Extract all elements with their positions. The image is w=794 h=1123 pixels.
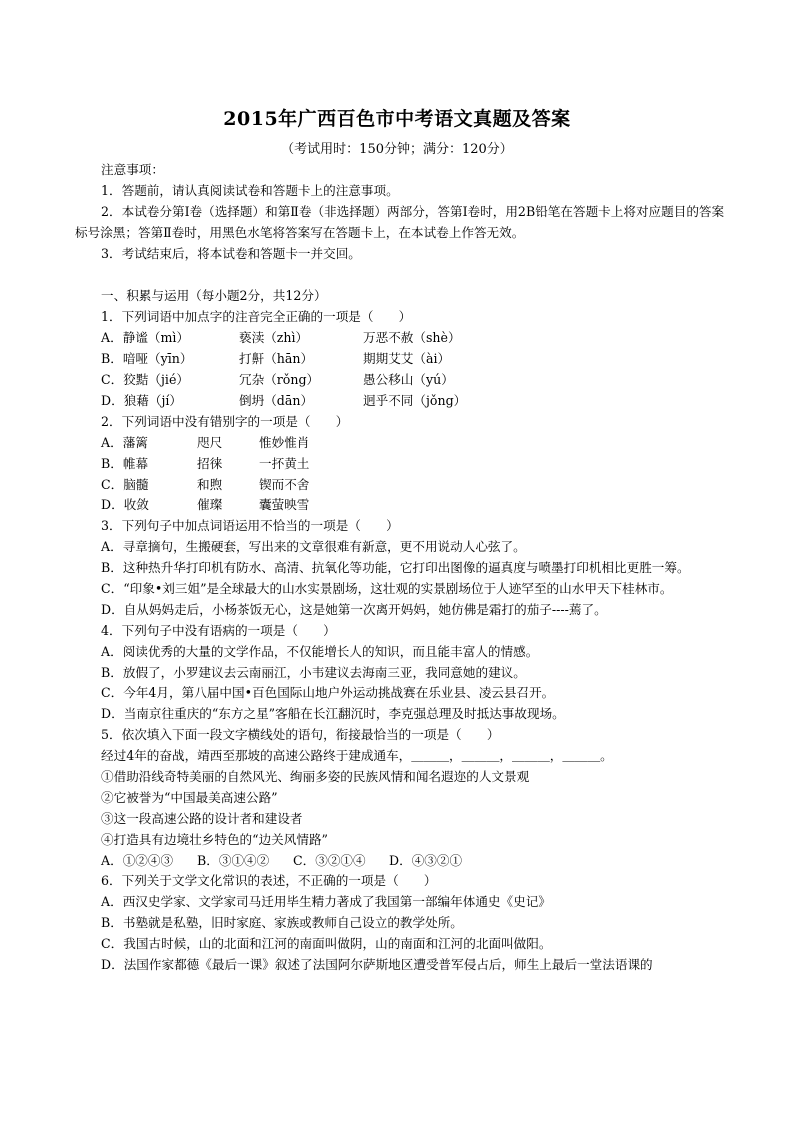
- passage-text: 经过4年的奋战，靖西至那坡的高速公路终于建成通车，＿＿＿，＿＿＿，＿＿＿，＿＿＿。: [101, 748, 613, 764]
- option-choice: C．③②①④: [293, 852, 366, 868]
- option-text: A．西汉史学家、文学家司马迁用毕生精力著成了我国第一部编年体通史《史记》: [101, 894, 551, 910]
- option-text: B．放假了，小罗建议去云南丽江，小韦建议去海南三亚，我同意她的建议。: [101, 664, 526, 680]
- option-choice: B．③①④②: [197, 852, 270, 868]
- option-word: 亵渎（zhì）: [239, 330, 309, 346]
- option-word: 打鼾（hān）: [239, 351, 314, 367]
- option-text: C．“印象•刘三姐”是全球最大的山水实景剧场，这壮观的实景剧场位于人迹罕至的山水甲天下桂林市。: [101, 580, 673, 596]
- sentence-item: ②它被誉为“中国最美高速公路”: [101, 789, 278, 805]
- option-row: [75, 328, 725, 349]
- option-row: [75, 349, 725, 370]
- option-choice: D．④③②①: [389, 852, 463, 868]
- option-row: [75, 495, 725, 516]
- option-word: 期期艾艾（ài）: [363, 351, 451, 367]
- option-text: D．自从妈妈走后，小杨茶饭无心，这是她第一次离开妈妈，她仿佛是霜打的茄子----蔫了。: [101, 601, 607, 617]
- option-word: 囊萤映雪: [259, 497, 310, 513]
- option-word: 万恶不赦（shè）: [363, 330, 461, 346]
- option-word: D．收敛: [101, 497, 149, 513]
- option-word: C．脑髓: [101, 476, 149, 492]
- exam-body: [75, 160, 725, 976]
- question-stem: 4．下列句子中没有语病的一项是（ ）: [101, 622, 336, 638]
- option-word: 愚公移山（yú）: [363, 372, 454, 388]
- option-text: D．法国作家都德《最后一课》叙述了法国阿尔萨斯地区遭受普军侵占后，师生上最后一堂法语课的: [101, 957, 653, 973]
- option-text: D．当南京往重庆的“东方之星”客船在长江翻沉时，李克强总理及时抵达事故现场。: [101, 706, 565, 722]
- option-word: B．帷幕: [101, 455, 149, 471]
- option-text: C．今年4月，第八届中国•百色国际山地户外运动挑战赛在乐业县、凌云县召开。: [101, 685, 555, 701]
- option-row: [75, 433, 725, 454]
- question-stem: 5．依次填入下面一段文字横线处的语句，衔接最恰当的一项是（ ）: [101, 727, 500, 743]
- option-word: B．喑哑（yīn）: [101, 351, 193, 367]
- sentence-item: ④打造具有边境壮乡特色的“边关风情路”: [101, 831, 328, 847]
- option-word: 惟妙惟肖: [259, 434, 310, 450]
- option-text: C．我国古时候，山的北面和江河的南面叫做阴，山的南面和江河的北面叫做阳。: [101, 936, 552, 952]
- sentence-item: ③这一段高速公路的设计者和建设者: [101, 810, 303, 826]
- notice-item: 1．答题前，请认真阅读试卷和答题卡上的注意事项。: [101, 182, 399, 198]
- option-choice: A．①②④③: [101, 852, 174, 868]
- option-word: 咫尺: [197, 434, 223, 450]
- option-word: 催璨: [197, 497, 223, 513]
- notice-item: 3．考试结束后，将本试卷和答题卡一并交回。: [101, 245, 361, 261]
- option-word: 冗杂（rǒng）: [239, 372, 320, 388]
- spacer: [75, 264, 725, 286]
- option-row: [75, 475, 725, 496]
- question-stem: 3．下列句子中加点词语运用不恰当的一项是（ ）: [101, 518, 399, 534]
- option-text: B．书塾就是私塾，旧时家庭、家族或教师自己设立的教学处所。: [101, 915, 463, 931]
- option-word: 一抔黄土: [259, 455, 310, 471]
- option-row: [75, 454, 725, 475]
- notice-heading: 注意事项：: [101, 162, 164, 177]
- option-word: A．静谧（mì）: [101, 330, 190, 346]
- option-word: C．狡黠（jié）: [101, 372, 189, 388]
- sentence-item: ①借助沿线奇特美丽的自然风光、绚丽多姿的民族风情和闻名遐迩的人文景观: [101, 769, 530, 784]
- question-stem: 2．下列词语中没有错别字的一项是（ ）: [101, 413, 349, 429]
- option-word: A．藩篱: [101, 434, 148, 450]
- option-word: 锲而不舍: [259, 476, 310, 492]
- section-heading: 一、积累与运用（每小题2分，共12分）: [101, 288, 327, 304]
- option-word: 招徕: [197, 455, 223, 471]
- option-row: [75, 851, 725, 872]
- option-word: 倒坍（dān）: [239, 392, 314, 408]
- option-row: [75, 370, 725, 391]
- option-text: B．这种热升华打印机有防水、高清、抗氧化等功能，它打印出图像的逼真度与喷墨打印机相比更胜一筹。: [101, 560, 690, 576]
- option-text: A．寻章摘句，生搬硬套，写出来的文章很难有新意，更不用说动人心弦了。: [101, 539, 526, 555]
- option-word: D．狼藉（jí）: [101, 392, 182, 408]
- question-stem: 1．下列词语中加点字的注音完全正确的一项是（ ）: [101, 309, 412, 325]
- page-title: 2015年广西百色市中考语文真题及答案: [223, 108, 571, 130]
- option-word: 迥乎不同（jǒng）: [363, 392, 467, 408]
- option-word: 和煦: [197, 476, 223, 492]
- question-stem: 6．下列关于文学文化常识的表述，不正确的一项是（ ）: [101, 873, 437, 889]
- option-row: [75, 391, 725, 412]
- exam-info: （考试用时：150分钟；满分：120分）: [281, 142, 513, 157]
- notice-item: 2．本试卷分第Ⅰ卷（选择题）和第Ⅱ卷（非选择题）两部分，答第Ⅰ卷时，用2B铅笔在答题卡上将对应题目的答案标号涂黑；答第Ⅱ卷时，用黑色水笔将答案写在答题卡上，在本试卷上作答无效。: [75, 203, 725, 240]
- option-text: A．阅读优秀的大量的文学作品，不仅能增长人的知识，而且能丰富人的情感。: [101, 643, 539, 659]
